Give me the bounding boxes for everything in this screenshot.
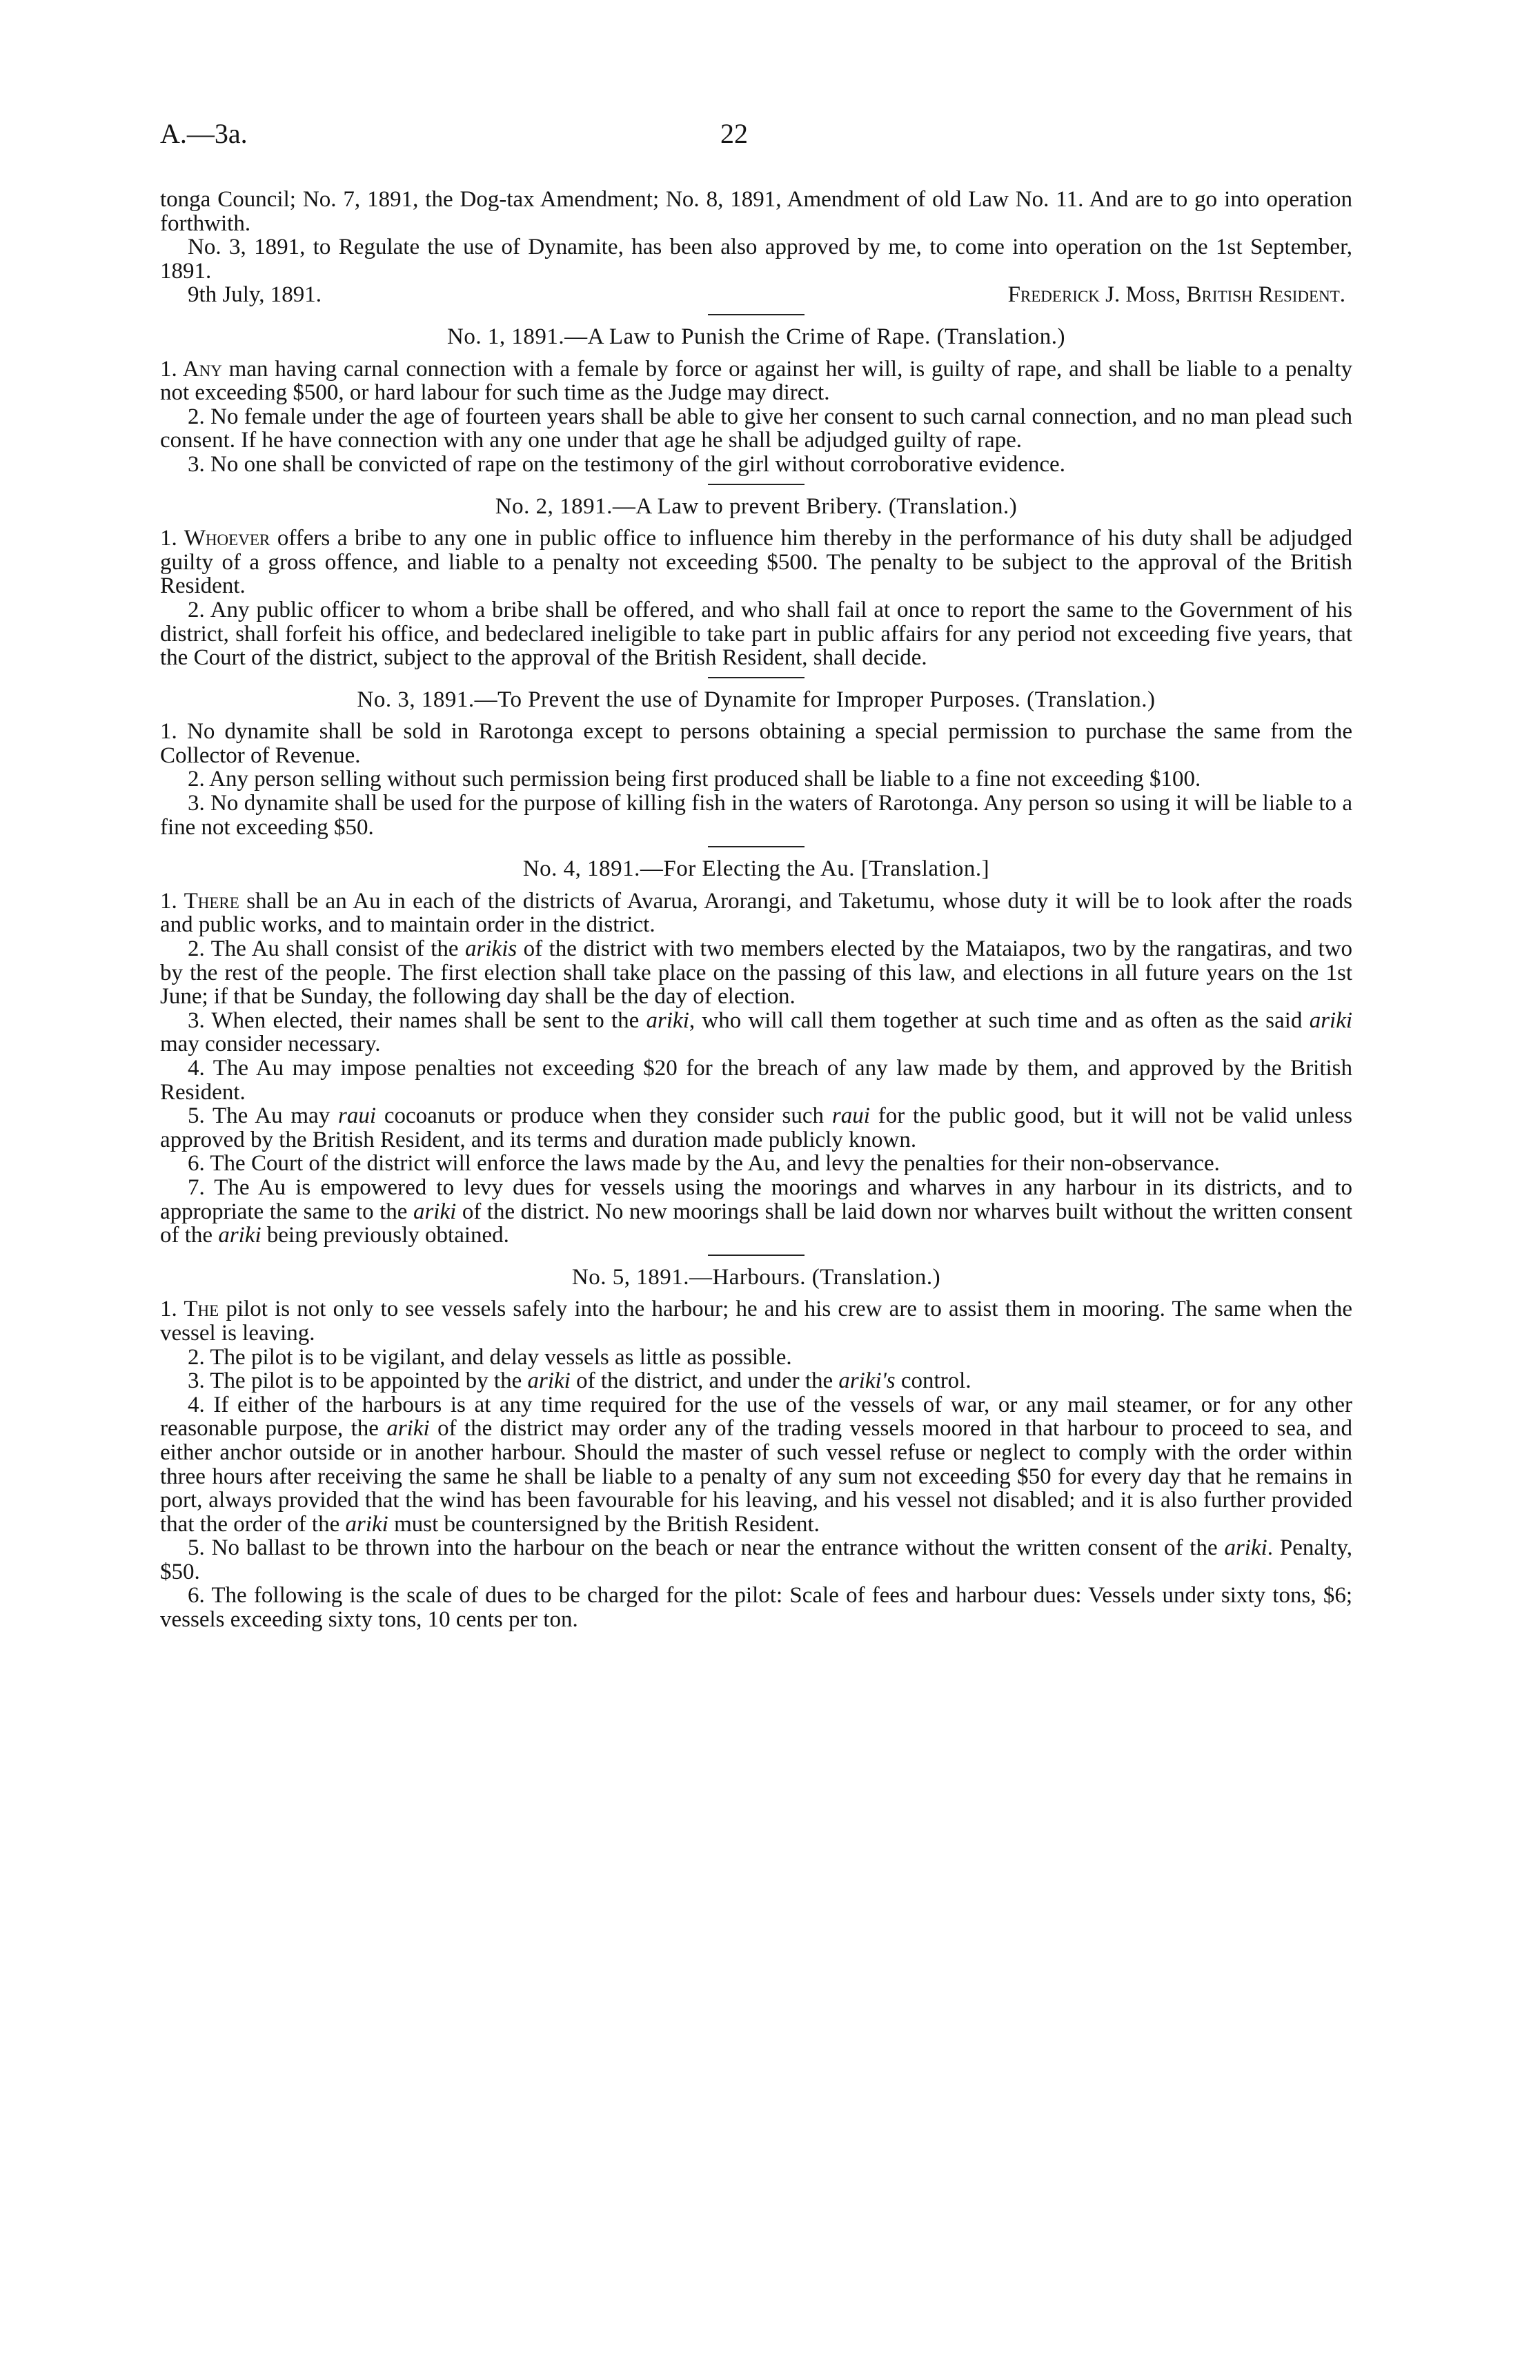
- law-section: [160, 889, 1352, 937]
- law-section: [160, 1369, 1352, 1393]
- section-divider: [708, 846, 804, 847]
- page-body: [160, 188, 1352, 1632]
- law-section: [160, 1297, 1352, 1345]
- law-section: 3. No dynamite shall be used for the purpose of killing fish in the waters of Rarotonga. Any person so using it will be liable to a fine not exceeding $50.: [160, 791, 1352, 840]
- law-section: 6. The Court of the district will enforce the laws made by the Au, and levy the penalties for their non-observance.: [188, 1151, 1220, 1177]
- italic-term: ariki: [1309, 1007, 1353, 1033]
- section-text: 5. No ballast to be thrown into the harbour on the beach or near the entrance without the written consent of the: [188, 1535, 1225, 1561]
- law-title: No. 2, 1891.—A Law to prevent Bribery. (Translation.): [495, 493, 1018, 519]
- section-text: of the district may order any of the trading vessels moored in that harbour to proceed to sea, and either anchor outside or in another harbour. Should the master of such vessel refuse or neglect to comply with the order within three hours after receiving the same he shall be liable to a penalty of any sum not exceeding $50 for every day that he remains in port, always provided that the wind has been favourable for his leaving, and his vessel not disabled; and it is also further provided that the order of the: [160, 1416, 1352, 1537]
- law-section: [160, 1104, 1352, 1152]
- section-divider: [708, 677, 804, 678]
- section-text: man having carnal connection with a female by force or against her will, is guilty of rape, and shall be liable to a penalty not exceeding $500, or hard labour for such time as the Judge may direct.: [160, 356, 1353, 406]
- page-number: 22: [720, 118, 748, 149]
- section-lead: 1. Any: [160, 356, 222, 382]
- italic-term: ariki: [646, 1007, 689, 1033]
- italic-term: ariki: [218, 1223, 261, 1248]
- running-head: [160, 117, 1352, 159]
- section-lead: 1. There: [160, 888, 239, 914]
- law-section: 2. No female under the age of fourteen years shall be able to give her consent to such carnal connection, and no man plead such consent. If he have connection with any one under that age he shall be adjudged guilty of rape.: [160, 404, 1352, 453]
- section-lead: 1. Whoever: [160, 526, 270, 551]
- section-text: of the district. No new moorings shall be laid down nor wharves built without the written consent of the: [160, 1199, 1352, 1248]
- section-text: , who will call them together at such time and as often as the said: [689, 1007, 1310, 1033]
- section-text: being previously obtained.: [261, 1223, 509, 1248]
- section-text: 5. The Au may: [188, 1103, 339, 1129]
- section-text: control.: [895, 1368, 971, 1394]
- section-text: shall be an Au in each of the districts of Avarua, Arorangi, and Taketumu, whose duty it will be to look after the roads and public works, and to maintain order in the district.: [160, 888, 1352, 938]
- law-section: [160, 1176, 1352, 1248]
- intro-paragraph: tonga Council; No. 7, 1891, the Dog-tax Amendment; No. 8, 1891, Amendment of old Law No. 11. And are to go into operation forthwith.: [160, 187, 1352, 236]
- law-section: 1. No dynamite shall be sold in Rarotonga except to persons obtaining a special permission to purchase the same from the Collector of Revenue.: [160, 719, 1352, 768]
- section-text: 7. The Au is empowered to levy dues for vessels using the moorings and wharves in any harbour in its districts, and to appropriate the same to the: [160, 1174, 1352, 1224]
- section-text: must be countersigned by the British Resident.: [388, 1511, 820, 1537]
- law-section: 4. The Au may impose penalties not exceeding $20 for the breach of any law made by them, and approved by the British Resident.: [160, 1056, 1352, 1105]
- law-title: No. 5, 1891.—Harbours. (Translation.): [571, 1264, 941, 1290]
- date: 9th July, 1891.: [188, 282, 322, 308]
- law-section: [160, 937, 1352, 1009]
- law-section: [160, 1009, 1352, 1056]
- law-section: [160, 1393, 1352, 1537]
- law-section: 3. No one shall be convicted of rape on the testimony of the girl without corroborative evidence.: [188, 451, 1065, 477]
- italic-term: ariki's: [838, 1368, 896, 1394]
- law-section: 6. The following is the scale of dues to be charged for the pilot: Scale of fees and harbour dues: Vessels under sixty tons, $6; vessels exceeding sixty tons, 10 cents per ton.: [160, 1583, 1352, 1633]
- section-divider: [708, 1255, 804, 1256]
- italic-term: ariki: [527, 1368, 571, 1394]
- section-text: 3. The pilot is to be appointed by the: [188, 1368, 528, 1394]
- law-section: 2. Any person selling without such permission being first produced shall be liable to a fine not exceeding $100.: [188, 767, 1201, 792]
- section-text: of the district with two members elected by the Mataiapos, two by the rangatiras, and two by the rest of the people. The first election shall take place on the passing of this law, and elections in all future years on the 1st June; if that be Sunday, the following day shall be the day of election.: [160, 936, 1352, 1010]
- law-section: [160, 527, 1352, 598]
- italic-term: ariki: [345, 1511, 388, 1537]
- section-text: 2. The Au shall consist of the: [188, 936, 466, 962]
- italic-term: raui: [831, 1103, 870, 1129]
- law-title: No. 3, 1891.—To Prevent the use of Dynamite for Improper Purposes. (Translation.): [357, 687, 1156, 712]
- section-text: offers a bribe to any one in public office to influence him thereby in the performance of his duty shall be adjudged guilty of a gross offence, and liable to a penalty not exceeding $500. The penalty to be subject to the approval of the British Resident.: [160, 526, 1353, 599]
- italic-term: ariki: [1224, 1535, 1267, 1561]
- law-section: 2. Any public officer to whom a bribe shall be offered, and who shall fail at once to report the same to the Government of his district, shall forfeit his office, and bedeclared ineligible to take part in public affairs for any period not exceeding five years, that the Court of the district, subject to the approval of the British Resident, shall decide.: [160, 597, 1352, 671]
- law-section: [160, 1536, 1352, 1584]
- section-text: . Penalty, $50.: [160, 1535, 1352, 1584]
- italic-term: arikis: [465, 936, 517, 962]
- document-code: A.—3a.: [160, 118, 248, 149]
- italic-term: ariki: [386, 1416, 430, 1442]
- section-text: cocoanuts or produce when they consider such: [376, 1103, 832, 1129]
- section-text: of the district, and under the: [570, 1368, 839, 1394]
- section-text: pilot is not only to see vessels safely into the harbour; he and his crew are to assist them in mooring. The same when the vessel is leaving.: [160, 1297, 1352, 1346]
- signature: Frederick J. Moss, British Resident.: [1007, 282, 1345, 308]
- dateline: [160, 283, 1352, 307]
- law-section: [160, 357, 1352, 405]
- law-title: No. 4, 1891.—For Electing the Au. [Translation.]: [522, 856, 990, 882]
- italic-term: ariki: [413, 1199, 457, 1224]
- section-text: 3. When elected, their names shall be sent to the: [188, 1007, 646, 1033]
- section-text: may consider necessary.: [160, 1032, 381, 1057]
- section-divider: [708, 484, 804, 485]
- law-section: 2. The pilot is to be vigilant, and delay vessels as little as possible.: [188, 1344, 792, 1370]
- intro-paragraph: No. 3, 1891, to Regulate the use of Dynamite, has been also approved by me, to come into operation on the 1st September, 1891.: [160, 235, 1352, 284]
- law-title: No. 1, 1891.—A Law to Punish the Crime of Rape. (Translation.): [447, 324, 1065, 349]
- italic-term: raui: [338, 1103, 377, 1129]
- section-text: 4. If either of the harbours is at any time required for the use of the vessels of war, or any mail steamer, or for any other reasonable purpose, the: [160, 1392, 1352, 1442]
- section-divider: [708, 314, 804, 315]
- section-text: for the public good, but it will not be valid unless approved by the British Resident, and its terms and duration made publicly known.: [160, 1103, 1352, 1152]
- section-lead: 1. The: [160, 1297, 219, 1322]
